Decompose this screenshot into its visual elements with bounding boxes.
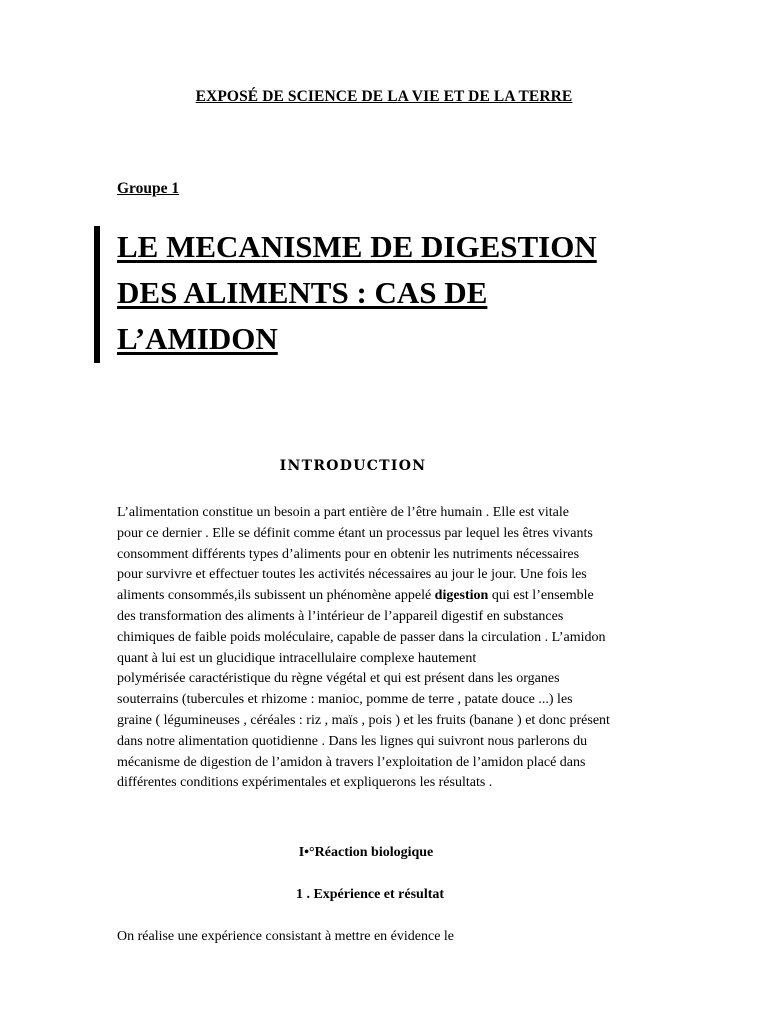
- title-accent-bar: [94, 226, 100, 363]
- paragraph-line: quant à lui est un glucidique intracellulaire complexe hautement: [117, 650, 477, 666]
- paragraph-line: polymérisée caractéristique du règne végétal et qui est présent dans les organes: [117, 671, 560, 687]
- introduction-paragraph: [117, 503, 657, 794]
- section-body-line: On réalise une expérience consistant à mettre en évidence le: [117, 929, 455, 944]
- paragraph-line: dans notre alimentation quotidienne . Dans les lignes qui suivront nous parlerons du: [117, 733, 588, 749]
- section-heading-reaction: I•°Réaction biologique: [298, 845, 434, 860]
- paragraph-line: des transformation des aliments à l’intérieur de l’appareil digestif en substances: [117, 608, 564, 624]
- paragraph-line: chimiques de faible poids moléculaire, capable de passer dans la circulation . L’amidon: [117, 629, 606, 645]
- paragraph-line: [117, 586, 657, 607]
- main-title: [117, 224, 677, 362]
- introduction-heading: INTRODUCTION: [279, 458, 427, 474]
- bold-term-digestion: digestion: [434, 588, 489, 604]
- paragraph-line: graine ( légumineuses , céréales : riz , maïs , pois ) et les fruits (banane ) et donc présent: [117, 712, 610, 728]
- paragraph-line-tail: qui est l’ensemble: [488, 588, 594, 604]
- main-title-line: LE MECANISME DE DIGESTION: [117, 229, 597, 264]
- main-title-line: L’AMIDON: [117, 321, 278, 356]
- paragraph-line: pour ce dernier . Elle se définit comme étant un processus par lequel les êtres vivants: [117, 525, 593, 541]
- paragraph-line: consomment différents types d’aliments pour en obtenir les nutriments nécessaires: [117, 546, 580, 562]
- group-label: Groupe 1: [117, 180, 180, 197]
- paragraph-line: pour survivre et effectuer toutes les activités nécessaires au jour le jour. Une fois les: [117, 567, 587, 583]
- paragraph-line: L’alimentation constitue un besoin a part entière de l’être humain . Elle est vitale: [117, 505, 569, 520]
- subsection-heading-experience: 1 . Expérience et résultat: [295, 887, 445, 902]
- main-title-line: DES ALIMENTS : CAS DE: [117, 275, 488, 310]
- document-header-title: EXPOSÉ DE SCIENCE DE LA VIE ET DE LA TERRE: [195, 88, 573, 105]
- paragraph-line: souterrains (tubercules et rhizome : manioc, pomme de terre , patate douce ...) les: [117, 692, 573, 708]
- paragraph-line-text: aliments consommés,ils subissent un phénomène appelé: [117, 588, 435, 604]
- paragraph-line: différentes conditions expérimentales et expliquerons les résultats .: [117, 775, 493, 791]
- paragraph-line: mécanisme de digestion de l’amidon à travers l’exploitation de l’amidon placé dans: [117, 754, 586, 770]
